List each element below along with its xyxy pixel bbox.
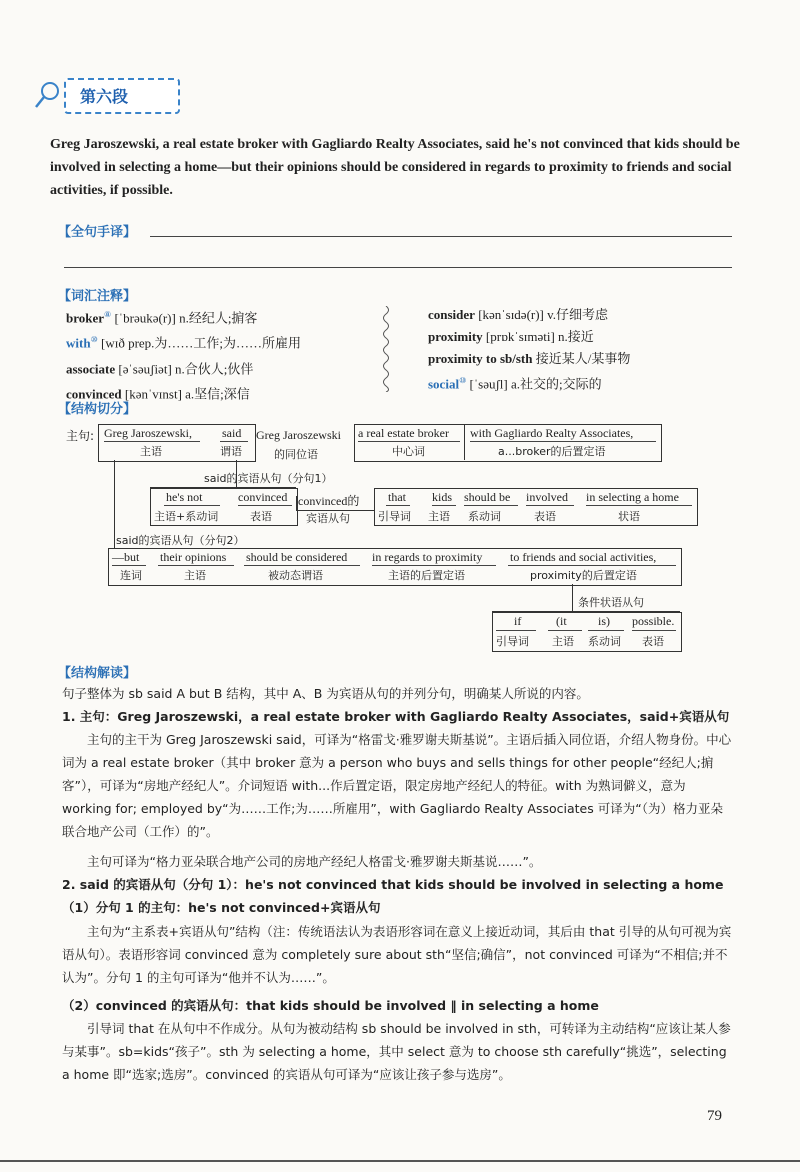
diagram-role: 的同位语 [274,448,318,461]
analysis-label: 【结构解读】 [58,666,137,681]
analysis-heading: 2. said 的宾语从句（分句 1）：he's not convinced that kids should be involved in selecting a home [62,877,724,892]
diagram-role: 主语 [184,569,206,582]
vocab-item: proximity [prɒkˈsɪməti] n.接近 [428,329,594,344]
diagram-role: 宾语从句 [306,512,350,525]
diagram-role: 主语 [428,510,450,523]
analysis-heading: （2）convinced 的宾语从句：that kids should be involved ‖ in selecting a home [62,998,599,1013]
diagram-text: in selecting a home [586,490,679,504]
diagram-text: kids [432,490,453,504]
diagram-role: 主语+系动词 [154,510,219,523]
diagram-role: 表语 [642,635,664,648]
vocab-item: with⑩ [wɪð prep.为……工作;为……所雇用 [66,335,302,351]
diagram-text: should be considered [246,550,348,564]
bottom-rule [0,1160,800,1162]
diagram-role: proximity的后置定语 [530,569,637,582]
diagram-text: Greg Jaroszewski [256,428,341,442]
diagram-text: should be [464,490,511,504]
diagram-text: —but [112,550,140,564]
vocab-item: broker⑧ [ˈbrəukə(r)] n.经纪人;掮客 [66,310,258,326]
section-title: 第六段 [80,84,128,107]
diagram-text: convinced的 [298,494,360,508]
diagram-role: 主语 [140,445,162,458]
diagram-text: that [388,490,406,504]
vocab-item: convinced [kənˈvɪnst] a.坚信;深信 [66,386,250,402]
diagram-text: is) [598,614,610,628]
clause2-label: said的宾语从句（分句2） [116,534,245,547]
vocab-item: social⑩ [ˈsəuʃl] a.社交的;交际的 [428,376,602,392]
diagram-text: a real estate broker [358,426,449,440]
diagram-text: in regards to proximity [372,550,483,564]
diagram-role: 中心词 [392,445,425,458]
analysis-paragraph: 句子整体为 sb said A but B 结构，其中 A、B 为宾语从句的并列分句，明确某人所说的内容。 [62,686,589,701]
diagram-role: 系动词 [588,635,621,648]
vocab-item: associate [əˈsəuʃiət] n.合伙人;伙伴 [66,360,254,376]
analysis-heading: （1）分句 1 的主句：he's not convinced+宾语从句 [62,900,381,915]
translation-label: 【全句手译】 [58,225,137,240]
structure-label: 【结构切分】 [58,402,137,417]
analysis-paragraph: 主句的主干为 Greg Jaroszewski said，可译为“格雷戈·雅罗谢夫斯基说”。主语后插入同位语，介绍人物身份。中心词为 a real estate broker（其中 broker 意为 a person who buys and sells things for other people“经纪人;掮客”），可译为“房地产经纪人”。介词短语 with...作后置定语，限定房地产经纪人的特征。with 为熟词僻义，意为 working for; employed by“为……工作;为……所雇用”，with Gagliardo Realty Associates 可译为“（为）格力亚朵联合地产公司（工作）的”。 [62,732,732,839]
diagram-role: 表语 [534,510,556,523]
diagram-text: (it [556,614,567,628]
main-clause-label: 主句: [66,429,95,443]
condition-label: 条件状语从句 [578,596,644,609]
clause1-label: said的宾语从句（分句1） [204,472,333,485]
diagram-role: 状语 [618,510,640,523]
diagram-role: 连词 [120,569,142,582]
page-number: 79 [707,1108,722,1124]
diagram-role: 系动词 [468,510,501,523]
diagram-text: possible. [632,614,675,628]
analysis-heading: 1. 主句：Greg Jaroszewski，a real estate broker with Gagliardo Realty Associates，said+宾语从句 [62,709,730,724]
vocab-label: 【词汇注释】 [58,289,137,304]
diagram-text: to friends and social activities, [510,550,657,564]
main-sentence: Greg Jaroszewski, a real estate broker with Gagliardo Realty Associates, said he's not convinced that kids should be involved in selecting a home—but their opinions should be considered in regards to proximity to friends and social activities, if possible. [50,137,740,198]
analysis-paragraph: 引导词 that 在从句中不作成分。从句为被动结构 sb should be involved in sth，可转译为主动结构“应该让某人参与某事”。sb=kids“孩子”。sth 为 selecting a home，其中 select 意为 to choose sth carefully“挑选”，selecting a home 即“选家;选房”。convinced 的宾语从句可译为“应该让孩子参与选房”。 [62,1021,731,1082]
diagram-role: 被动态谓语 [268,569,323,582]
analysis-paragraph: 主句可译为“格力亚朵联合地产公司的房地产经纪人格雷戈·雅罗谢夫斯基说……”。 [87,854,542,869]
diagram-text: convinced [238,490,288,504]
diagram-text: Greg Jaroszewski, [104,426,192,440]
diagram-text: if [514,614,522,628]
analysis-paragraph: 主句为“主系表+宾语从句”结构（注：传统语法认为表语形容词在意义上接近动词，其后由 that 引导的从句可视为宾语从句）。表语形容词 convinced 意为 completely sure about sth“坚信;确信”，not convinced 可译为“不相信;并不认为”。分句 1 的主句可译为“他并不认为……”。 [62,924,732,985]
diagram-text: he's not [166,490,203,504]
diagram-text: with Gagliardo Realty Associates, [470,426,634,440]
diagram-text: said [222,426,242,440]
diagram-text: involved [526,490,568,504]
diagram-role: 主语 [552,635,574,648]
diagram-role: a...broker的后置定语 [498,445,606,458]
vocab-item: proximity to sb/sth 接近某人/某事物 [428,351,631,366]
diagram-role: 引导词 [496,635,529,648]
diagram-text: their opinions [160,550,227,564]
diagram-role: 谓语 [220,445,242,458]
vocab-item: consider [kənˈsɪdə(r)] v.仔细考虑 [428,307,609,322]
diagram-role: 主语的后置定语 [388,569,465,582]
diagram-role: 引导词 [378,510,411,523]
diagram-role: 表语 [250,510,272,523]
